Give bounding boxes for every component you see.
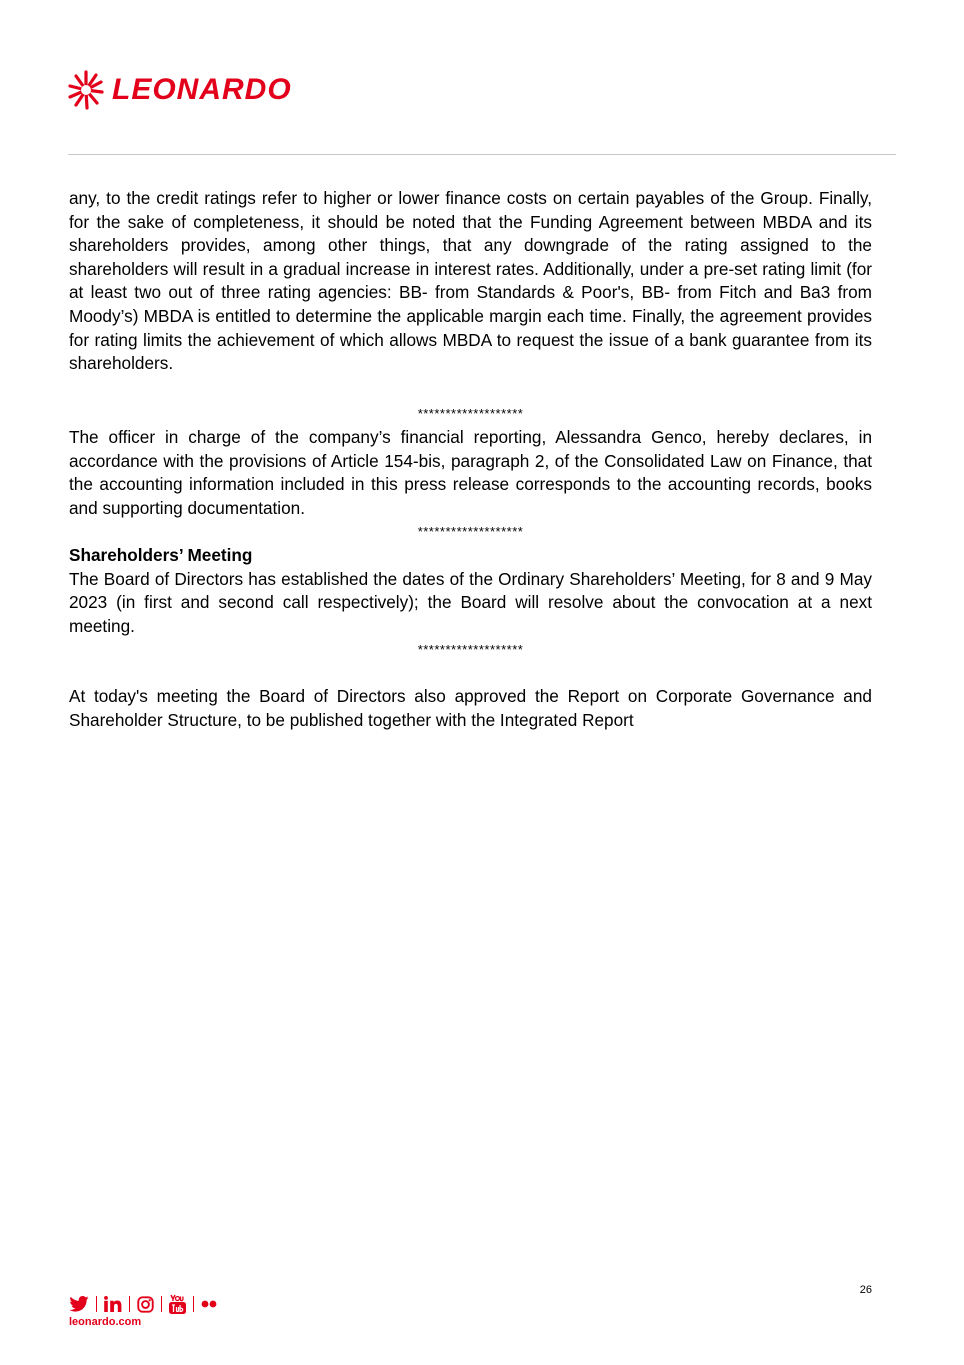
social-divider (129, 1296, 130, 1312)
leonardo-logo (68, 68, 292, 112)
separator-asterisks: ******************* (417, 406, 524, 422)
social-divider (193, 1296, 194, 1312)
social-divider (161, 1296, 162, 1312)
youtube-icon[interactable] (169, 1294, 186, 1314)
social-divider (96, 1296, 97, 1312)
flickr-icon[interactable] (201, 1294, 217, 1314)
separator-asterisks: ******************* (417, 524, 524, 540)
twitter-icon[interactable] (69, 1294, 89, 1314)
spacer (69, 662, 872, 686)
separator-asterisks: ******************* (417, 642, 524, 658)
paragraph-corporate-governance: At today's meeting the Board of Directors also approved the Report on Corporate Governance and Shareholder Structure, to be published together with the Integrated Report (69, 686, 872, 731)
instagram-icon[interactable] (137, 1294, 154, 1314)
header-divider (68, 154, 896, 155)
document-body (69, 187, 872, 733)
section-heading-shareholders-meeting: Shareholders’ Meeting (69, 544, 253, 565)
logo-wordmark: LEONARDO (112, 73, 292, 106)
social-links (69, 1294, 217, 1314)
leonardo-star-icon (68, 68, 104, 112)
website-link[interactable]: leonardo.com (69, 1316, 142, 1328)
paragraph-shareholders-meeting: The Board of Directors has established the dates of the Ordinary Shareholders’ Meeting, for 8 and 9 May 2023 (in first and second call respectively); the Board will resolve about the convocation at a next meeting. (69, 568, 872, 636)
spacer (69, 376, 872, 400)
linkedin-icon[interactable] (104, 1294, 122, 1314)
page-number: 26 (859, 1284, 872, 1296)
paragraph-financial-reporting: The officer in charge of the company’s financial reporting, Alessandra Genco, hereby declares, in accordance with the provisions of Article 154-bis, paragraph 2, of the Consolidated Law on Finance, that the accounting information included in this press release corresponds to the accounting records, books and supporting documentation. (69, 426, 872, 518)
paragraph-credit-ratings: any, to the credit ratings refer to higher or lower finance costs on certain payables of the Group. Finally, for the sake of completeness, it should be noted that the Funding Agreement between MBDA and its shareholders provides, among other things, that any downgrade of the rating assigned to the shareholders will result in a gradual increase in interest rates. Additionally, under a pre-set rating limit (for at least two out of three rating agencies: BB- from Standards & Poor's, BB- from Fitch and Ba3 from Moody’s) MBDA is entitled to determine the applicable margin each time. Finally, the agreement provides for rating limits the achievement of which allows MBDA to request the issue of a bank guarantee from its shareholders. (69, 188, 872, 374)
